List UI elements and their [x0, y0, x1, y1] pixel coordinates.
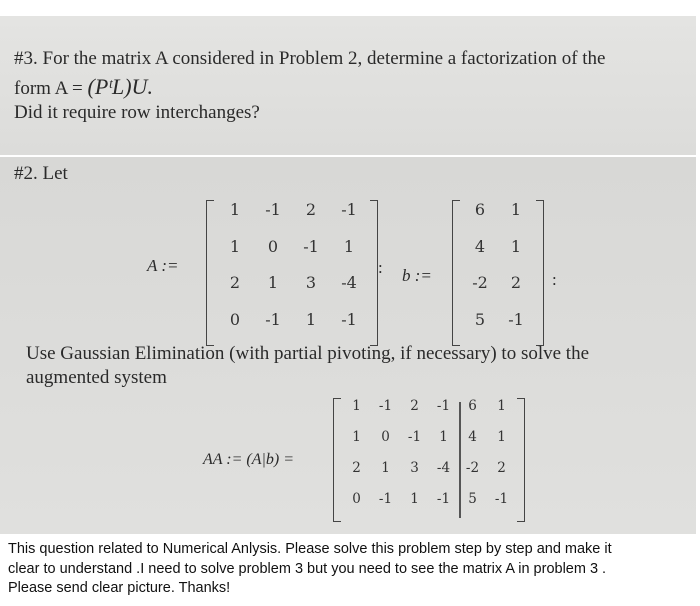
augmented-matrix-cell-r1-c6: 1 — [497, 398, 506, 414]
augmented-matrix — [333, 398, 525, 522]
note-line-2: clear to understand .I need to solve problem 3 but you need to see the matrix A in problem 3 . — [8, 560, 607, 577]
matrix-a-label: A := — [147, 256, 179, 275]
matrix-b-cell-r2-c1: 4 — [474, 236, 486, 256]
question-note — [8, 540, 688, 599]
augmented-matrix-cell-r4-c2: -1 — [378, 491, 393, 507]
colon-separator: : — [378, 258, 383, 277]
augmented-matrix-cell-r2-c4: 1 — [439, 429, 448, 445]
matrix-a-cell-r3-c1: 2 — [229, 273, 241, 292]
matrix-b-right-bracket — [536, 200, 544, 346]
matrix-b-label: b := — [402, 266, 432, 285]
augmented-matrix-cell-r2-c1: 1 — [352, 429, 361, 445]
note-line-3: Please send clear picture. Thanks! — [8, 580, 231, 596]
augmented-matrix-cell-r2-c5: 4 — [468, 429, 477, 445]
matrix-b-cell-r3-c1: -2 — [472, 273, 488, 292]
augmented-matrix-cell-r4-c3: 1 — [410, 491, 419, 507]
augmented-matrix-cell-r2-c6: 1 — [497, 429, 506, 445]
matrix-b-cell-r4-c1: 5 — [474, 309, 486, 329]
matrix-a-cell-r2-c4: 1 — [343, 236, 355, 256]
note-line-1: This question related to Numerical Anlysis. Please solve this problem step by step and make it — [8, 541, 612, 557]
augmented-matrix-cell-r4-c4: -1 — [436, 491, 451, 507]
augmented-left-bracket — [333, 398, 341, 522]
augmented-matrix-cell-r1-c5: 6 — [468, 398, 477, 414]
matrix-a-cell-r4-c4: -1 — [341, 309, 357, 329]
augmented-matrix-cell-r1-c1: 1 — [352, 398, 361, 414]
matrix-a-cell-r2-c2: 0 — [267, 236, 279, 256]
augmented-matrix-cell-r4-c5: 5 — [468, 491, 477, 507]
matrix-a-right-bracket — [370, 200, 378, 346]
augmented-right-bracket — [517, 398, 525, 522]
instruction-line-2: augmented system — [26, 367, 167, 388]
matrix-b-left-bracket — [452, 200, 460, 346]
matrix-b-cell-r1-c2: 1 — [510, 200, 522, 219]
matrix-b-cell-r3-c2: 2 — [510, 273, 522, 292]
matrix-a — [206, 200, 378, 346]
augmented-matrix-cell-r2-c2: 0 — [381, 429, 390, 445]
problem-3-line-2 — [14, 74, 153, 100]
matrix-a-cell-r1-c1: 1 — [229, 200, 241, 219]
augmented-divider-line — [459, 402, 461, 518]
matrix-a-cell-r1-c4: -1 — [341, 200, 357, 219]
matrix-a-cell-r3-c2: 1 — [267, 273, 279, 292]
problem-3-line-3: Did it require row interchanges? — [14, 102, 260, 123]
problem-3-formula: (PᵗL)U. — [87, 74, 153, 99]
matrix-a-cell-r1-c2: -1 — [265, 200, 281, 219]
matrix-a-cell-r2-c1: 1 — [229, 236, 241, 256]
problem-3-form-prefix: form A = — [14, 78, 88, 99]
augmented-matrix-cell-r1-c2: -1 — [378, 398, 393, 414]
augmented-matrix-cell-r3-c5: -2 — [465, 460, 480, 476]
matrix-a-cell-r4-c3: 1 — [305, 309, 317, 329]
augmented-matrix-cell-r3-c1: 2 — [352, 460, 361, 476]
augmented-matrix-cell-r1-c3: 2 — [410, 398, 419, 414]
instruction-line-1: Use Gaussian Elimination (with partial pivoting, if necessary) to solve the — [26, 343, 590, 364]
augmented-matrix-cell-r3-c4: -4 — [436, 460, 451, 476]
matrix-a-cell-r4-c1: 0 — [229, 309, 241, 329]
matrix-b-cell-r4-c2: -1 — [508, 309, 524, 329]
matrix-a-cell-r2-c3: -1 — [303, 236, 319, 256]
matrix-a-cell-r3-c3: 3 — [305, 273, 317, 292]
matrix-b-cell-r1-c1: 6 — [474, 200, 486, 219]
matrix-a-left-bracket — [206, 200, 214, 346]
problem-2-heading: #2. Let — [14, 163, 68, 184]
augmented-matrix-cell-r2-c3: -1 — [407, 429, 422, 445]
matrix-b-cell-r2-c2: 1 — [510, 236, 522, 256]
augmented-matrix-cell-r4-c1: 0 — [352, 491, 361, 507]
matrix-a-cell-r4-c2: -1 — [265, 309, 281, 329]
matrix-b — [452, 200, 544, 346]
matrix-a-cell-r3-c4: -4 — [341, 273, 357, 292]
augmented-matrix-cell-r1-c4: -1 — [436, 398, 451, 414]
augmented-matrix-cell-r4-c6: -1 — [494, 491, 509, 507]
matrix-a-cell-r1-c3: 2 — [305, 200, 317, 219]
problem-3-line-1: #3. For the matrix A considered in Problem 2, determine a factorization of the — [14, 48, 606, 69]
augmented-matrix-cell-r3-c6: 2 — [497, 460, 506, 476]
end-colon: : — [552, 270, 557, 289]
augmented-matrix-cell-r3-c3: 3 — [410, 460, 419, 476]
augmented-matrix-label: AA := (A|b) = — [203, 451, 295, 468]
augmented-matrix-cell-r3-c2: 1 — [381, 460, 390, 476]
